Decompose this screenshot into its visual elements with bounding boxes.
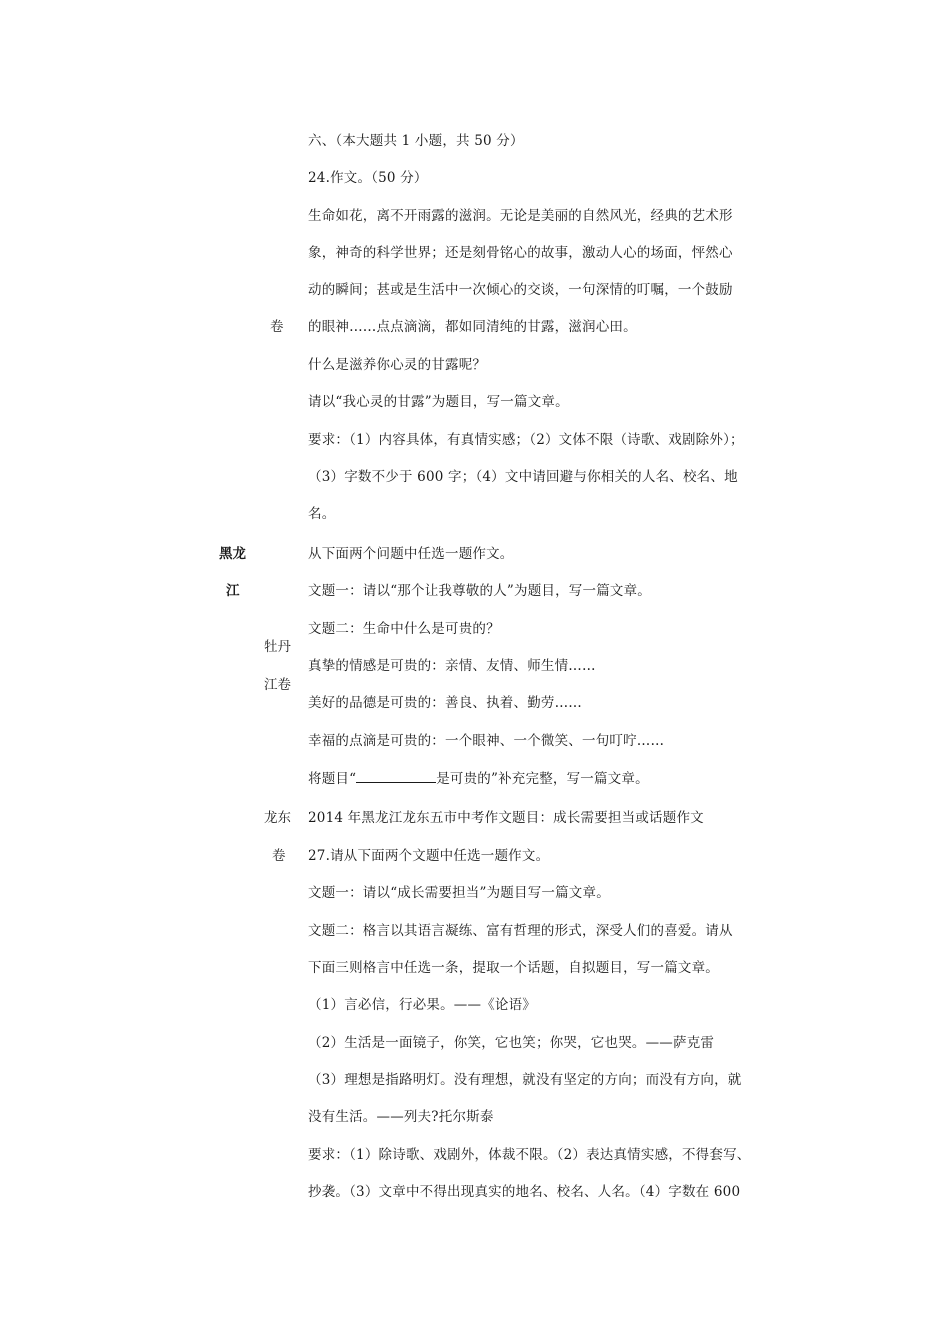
text-line: 要求：（1）除诗歌、戏剧外，体裁不限。（2）表达真情实感，不得套写、 [308, 1147, 751, 1163]
section-heading: 六、（本大题共 1 小题，共 50 分） [308, 133, 524, 149]
text-line: 什么是滋养你心灵的甘露呢？ [308, 357, 487, 373]
text-line: 27.请从下面两个文题中任选一题作文。 [308, 848, 550, 864]
text-line: 抄袭。（3）文章中不得出现真实的地名、校名、人名。（4）字数在 600 [308, 1184, 741, 1200]
fill-in-prefix: 将题目“ [308, 771, 357, 787]
text-line: 美好的品德是可贵的：善良、执着、勤劳…… [308, 695, 582, 711]
text-line: （3）字数不少于 600 字；（4）文中请回避与你相关的人名、校名、地 [308, 469, 738, 485]
text-line: 象，神奇的科学世界；还是刻骨铭心的故事，激动人心的场面，怦然心 [308, 245, 733, 261]
side-label-longdong: 龙东 [264, 810, 291, 826]
side-label-heilongjiang-2: 江 [226, 583, 240, 599]
text-line: 名。 [308, 506, 336, 522]
text-line: 生命如花，离不开雨露的滋润。无论是美丽的自然风光，经典的艺术形 [308, 208, 733, 224]
text-line: 2014 年黑龙江龙东五市中考作文题目：成长需要担当或话题作文 [308, 810, 704, 826]
fill-in-suffix: 是可贵的”补充完整，写一篇文章。 [436, 771, 649, 787]
text-line: 真挚的情感是可贵的：亲情、友情、师生情…… [308, 658, 596, 674]
text-line: 幸福的点滴是可贵的：一个眼神、一个微笑、一句叮咛…… [308, 733, 665, 749]
text-line: （2）生活是一面镜子，你笑，它也笑；你哭，它也哭。——萨克雷 [308, 1035, 715, 1051]
question-title: 24.作文。（50 分） [308, 170, 428, 186]
side-label-mudanjiang: 牡丹 [264, 639, 291, 655]
fill-in-line [308, 768, 649, 789]
text-line: 没有生活。——列夫?托尔斯泰 [308, 1109, 494, 1125]
side-label-juan: 卷 [270, 319, 284, 335]
text-line: （1）言必信，行必果。——《论语》 [308, 997, 536, 1013]
side-label-mudanjiang-2: 江卷 [264, 677, 291, 693]
text-line: 请以“我心灵的甘露”为题目，写一篇文章。 [308, 394, 569, 410]
text-line: 从下面两个问题中任选一题作文。 [308, 546, 514, 562]
text-line: （3）理想是指路明灯。没有理想，就没有坚定的方向；而没有方向，就 [308, 1072, 742, 1088]
text-line: 文题一：请以“成长需要担当”为题目写一篇文章。 [308, 885, 610, 901]
text-line: 动的瞬间；甚或是生活中一次倾心的交谈，一句深情的叮嘱，一个鼓励 [308, 282, 733, 298]
text-line: 文题二：生命中什么是可贵的？ [308, 621, 500, 637]
text-line: 文题一：请以“那个让我尊敬的人”为题目，写一篇文章。 [308, 583, 652, 599]
text-line: 下面三则格言中任选一条，提取一个话题，自拟题目，写一篇文章。 [308, 960, 719, 976]
fill-in-blank [356, 768, 436, 783]
text-line: 文题二：格言以其语言凝练、富有哲理的形式，深受人们的喜爱。请从 [308, 923, 733, 939]
side-label-longdong-2: 卷 [272, 848, 286, 864]
side-label-heilongjiang: 黑龙 [219, 546, 246, 562]
text-line: 的眼神……点点滴滴，都如同清纯的甘露，滋润心田。 [308, 319, 637, 335]
text-line: 要求：（1）内容具体，有真情实感；（2）文体不限（诗歌、戏剧除外）； [308, 432, 744, 448]
